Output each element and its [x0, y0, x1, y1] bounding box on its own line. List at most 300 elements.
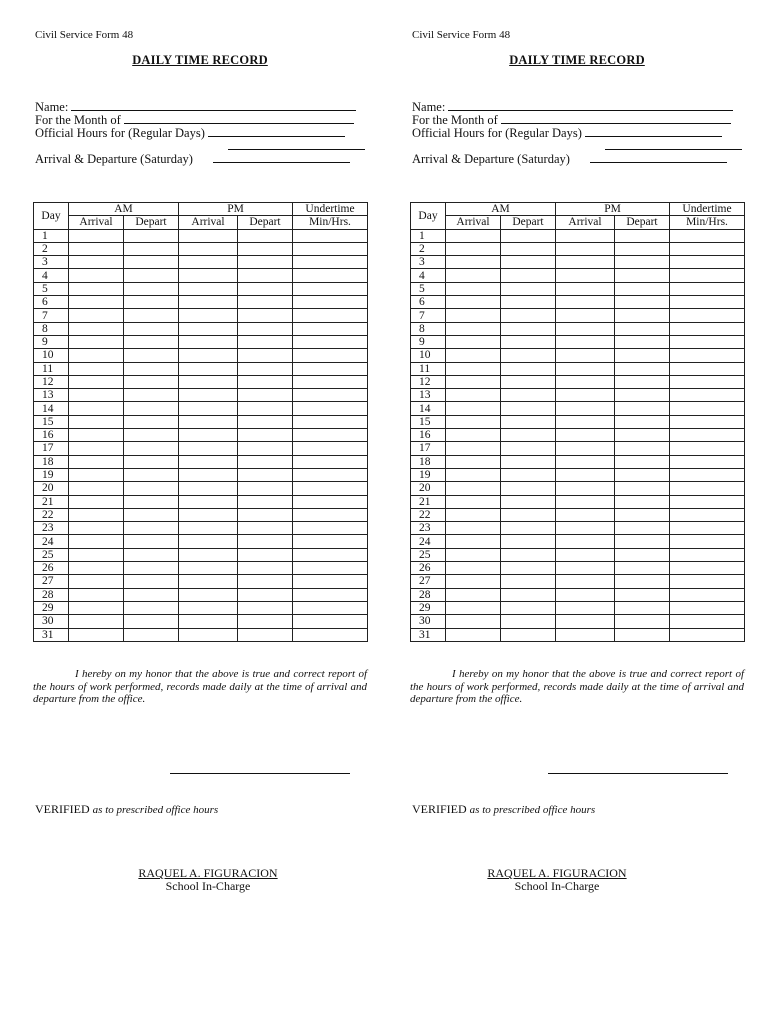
pm-depart-cell[interactable]	[238, 482, 293, 495]
am-depart-cell[interactable]	[501, 309, 556, 322]
undertime-cell[interactable]	[293, 455, 368, 468]
am-depart-cell[interactable]	[124, 442, 179, 455]
pm-depart-cell[interactable]	[615, 482, 670, 495]
pm-arrival-cell[interactable]	[179, 562, 238, 575]
pm-arrival-cell[interactable]	[556, 615, 615, 628]
pm-arrival-cell[interactable]	[556, 335, 615, 348]
am-depart-cell[interactable]	[124, 522, 179, 535]
pm-depart-cell[interactable]	[238, 601, 293, 614]
pm-arrival-cell[interactable]	[556, 455, 615, 468]
undertime-cell[interactable]	[293, 535, 368, 548]
am-arrival-cell[interactable]	[446, 415, 501, 428]
am-arrival-cell[interactable]	[446, 309, 501, 322]
am-depart-cell[interactable]	[124, 362, 179, 375]
pm-arrival-cell[interactable]	[556, 535, 615, 548]
am-arrival-cell[interactable]	[446, 508, 501, 521]
undertime-cell[interactable]	[293, 269, 368, 282]
am-depart-cell[interactable]	[501, 335, 556, 348]
am-arrival-cell[interactable]	[69, 309, 124, 322]
pm-depart-cell[interactable]	[615, 256, 670, 269]
am-arrival-cell[interactable]	[446, 242, 501, 255]
pm-arrival-cell[interactable]	[556, 349, 615, 362]
pm-depart-cell[interactable]	[238, 402, 293, 415]
pm-depart-cell[interactable]	[238, 282, 293, 295]
pm-depart-cell[interactable]	[238, 588, 293, 601]
pm-depart-cell[interactable]	[615, 615, 670, 628]
pm-arrival-cell[interactable]	[179, 415, 238, 428]
pm-depart-cell[interactable]	[238, 242, 293, 255]
pm-arrival-cell[interactable]	[556, 588, 615, 601]
pm-arrival-cell[interactable]	[179, 322, 238, 335]
pm-depart-cell[interactable]	[238, 468, 293, 481]
undertime-cell[interactable]	[293, 229, 368, 242]
pm-depart-cell[interactable]	[238, 429, 293, 442]
pm-arrival-cell[interactable]	[179, 615, 238, 628]
undertime-cell[interactable]	[670, 389, 745, 402]
pm-arrival-cell[interactable]	[179, 256, 238, 269]
pm-arrival-cell[interactable]	[556, 309, 615, 322]
undertime-cell[interactable]	[293, 375, 368, 388]
pm-arrival-cell[interactable]	[556, 442, 615, 455]
am-arrival-cell[interactable]	[69, 296, 124, 309]
undertime-cell[interactable]	[670, 575, 745, 588]
am-depart-cell[interactable]	[124, 282, 179, 295]
am-depart-cell[interactable]	[501, 548, 556, 561]
pm-depart-cell[interactable]	[615, 282, 670, 295]
pm-depart-cell[interactable]	[238, 296, 293, 309]
undertime-cell[interactable]	[293, 562, 368, 575]
am-arrival-cell[interactable]	[69, 548, 124, 561]
pm-depart-cell[interactable]	[238, 562, 293, 575]
pm-arrival-cell[interactable]	[556, 322, 615, 335]
undertime-cell[interactable]	[670, 242, 745, 255]
pm-arrival-cell[interactable]	[556, 562, 615, 575]
pm-depart-cell[interactable]	[615, 229, 670, 242]
pm-depart-cell[interactable]	[238, 375, 293, 388]
am-depart-cell[interactable]	[124, 615, 179, 628]
am-arrival-cell[interactable]	[69, 349, 124, 362]
undertime-cell[interactable]	[293, 508, 368, 521]
am-depart-cell[interactable]	[501, 495, 556, 508]
am-arrival-cell[interactable]	[69, 495, 124, 508]
am-arrival-cell[interactable]	[69, 482, 124, 495]
am-arrival-cell[interactable]	[69, 535, 124, 548]
pm-arrival-cell[interactable]	[556, 548, 615, 561]
pm-depart-cell[interactable]	[615, 375, 670, 388]
pm-arrival-cell[interactable]	[179, 442, 238, 455]
pm-arrival-cell[interactable]	[179, 482, 238, 495]
undertime-cell[interactable]	[670, 548, 745, 561]
pm-depart-cell[interactable]	[238, 335, 293, 348]
pm-arrival-cell[interactable]	[556, 575, 615, 588]
undertime-cell[interactable]	[293, 495, 368, 508]
am-arrival-cell[interactable]	[69, 522, 124, 535]
pm-arrival-cell[interactable]	[179, 229, 238, 242]
pm-depart-cell[interactable]	[615, 455, 670, 468]
am-depart-cell[interactable]	[124, 256, 179, 269]
am-depart-cell[interactable]	[124, 375, 179, 388]
pm-depart-cell[interactable]	[615, 628, 670, 641]
am-depart-cell[interactable]	[124, 415, 179, 428]
am-arrival-cell[interactable]	[69, 508, 124, 521]
pm-depart-cell[interactable]	[615, 588, 670, 601]
am-arrival-cell[interactable]	[446, 628, 501, 641]
undertime-cell[interactable]	[293, 415, 368, 428]
pm-depart-cell[interactable]	[615, 415, 670, 428]
undertime-cell[interactable]	[670, 296, 745, 309]
am-depart-cell[interactable]	[124, 495, 179, 508]
undertime-cell[interactable]	[670, 495, 745, 508]
am-depart-cell[interactable]	[124, 548, 179, 561]
undertime-cell[interactable]	[293, 575, 368, 588]
pm-arrival-cell[interactable]	[179, 362, 238, 375]
undertime-cell[interactable]	[670, 256, 745, 269]
pm-depart-cell[interactable]	[615, 242, 670, 255]
am-depart-cell[interactable]	[124, 562, 179, 575]
pm-arrival-cell[interactable]	[179, 402, 238, 415]
pm-arrival-cell[interactable]	[556, 429, 615, 442]
undertime-cell[interactable]	[670, 335, 745, 348]
pm-depart-cell[interactable]	[615, 389, 670, 402]
pm-depart-cell[interactable]	[615, 349, 670, 362]
undertime-cell[interactable]	[293, 468, 368, 481]
am-arrival-cell[interactable]	[446, 269, 501, 282]
am-arrival-cell[interactable]	[69, 588, 124, 601]
pm-depart-cell[interactable]	[615, 269, 670, 282]
undertime-cell[interactable]	[670, 615, 745, 628]
pm-arrival-cell[interactable]	[179, 508, 238, 521]
pm-arrival-cell[interactable]	[556, 495, 615, 508]
am-depart-cell[interactable]	[501, 535, 556, 548]
undertime-cell[interactable]	[293, 389, 368, 402]
pm-arrival-cell[interactable]	[556, 282, 615, 295]
pm-arrival-cell[interactable]	[556, 256, 615, 269]
am-depart-cell[interactable]	[501, 429, 556, 442]
pm-depart-cell[interactable]	[238, 522, 293, 535]
pm-arrival-cell[interactable]	[179, 468, 238, 481]
undertime-cell[interactable]	[670, 562, 745, 575]
undertime-cell[interactable]	[293, 628, 368, 641]
am-arrival-cell[interactable]	[69, 429, 124, 442]
pm-arrival-cell[interactable]	[179, 375, 238, 388]
pm-arrival-cell[interactable]	[179, 242, 238, 255]
pm-arrival-cell[interactable]	[556, 468, 615, 481]
am-depart-cell[interactable]	[501, 256, 556, 269]
am-arrival-cell[interactable]	[446, 588, 501, 601]
undertime-cell[interactable]	[670, 402, 745, 415]
am-depart-cell[interactable]	[501, 362, 556, 375]
pm-depart-cell[interactable]	[615, 562, 670, 575]
am-arrival-cell[interactable]	[69, 442, 124, 455]
pm-depart-cell[interactable]	[615, 535, 670, 548]
pm-depart-cell[interactable]	[238, 389, 293, 402]
pm-depart-cell[interactable]	[238, 508, 293, 521]
am-depart-cell[interactable]	[501, 601, 556, 614]
am-arrival-cell[interactable]	[446, 429, 501, 442]
pm-arrival-cell[interactable]	[179, 282, 238, 295]
pm-arrival-cell[interactable]	[556, 362, 615, 375]
am-depart-cell[interactable]	[124, 296, 179, 309]
am-arrival-cell[interactable]	[446, 322, 501, 335]
am-arrival-cell[interactable]	[69, 415, 124, 428]
am-depart-cell[interactable]	[124, 309, 179, 322]
am-arrival-cell[interactable]	[69, 562, 124, 575]
am-arrival-cell[interactable]	[69, 402, 124, 415]
am-arrival-cell[interactable]	[446, 575, 501, 588]
am-depart-cell[interactable]	[124, 322, 179, 335]
am-depart-cell[interactable]	[124, 455, 179, 468]
pm-depart-cell[interactable]	[615, 495, 670, 508]
pm-arrival-cell[interactable]	[179, 535, 238, 548]
pm-arrival-cell[interactable]	[556, 375, 615, 388]
pm-depart-cell[interactable]	[238, 309, 293, 322]
am-arrival-cell[interactable]	[446, 468, 501, 481]
am-depart-cell[interactable]	[124, 242, 179, 255]
am-depart-cell[interactable]	[501, 482, 556, 495]
am-arrival-cell[interactable]	[69, 455, 124, 468]
am-depart-cell[interactable]	[501, 575, 556, 588]
pm-depart-cell[interactable]	[238, 362, 293, 375]
am-depart-cell[interactable]	[501, 508, 556, 521]
undertime-cell[interactable]	[670, 375, 745, 388]
am-depart-cell[interactable]	[124, 429, 179, 442]
pm-depart-cell[interactable]	[238, 256, 293, 269]
am-arrival-cell[interactable]	[446, 535, 501, 548]
am-depart-cell[interactable]	[501, 402, 556, 415]
am-depart-cell[interactable]	[501, 615, 556, 628]
pm-arrival-cell[interactable]	[179, 269, 238, 282]
pm-arrival-cell[interactable]	[179, 389, 238, 402]
undertime-cell[interactable]	[293, 548, 368, 561]
pm-arrival-cell[interactable]	[179, 429, 238, 442]
am-arrival-cell[interactable]	[69, 282, 124, 295]
am-arrival-cell[interactable]	[446, 442, 501, 455]
undertime-cell[interactable]	[670, 588, 745, 601]
pm-arrival-cell[interactable]	[556, 389, 615, 402]
pm-depart-cell[interactable]	[238, 229, 293, 242]
pm-arrival-cell[interactable]	[179, 335, 238, 348]
am-depart-cell[interactable]	[501, 229, 556, 242]
undertime-cell[interactable]	[670, 482, 745, 495]
pm-depart-cell[interactable]	[615, 442, 670, 455]
am-depart-cell[interactable]	[124, 349, 179, 362]
am-depart-cell[interactable]	[124, 575, 179, 588]
am-depart-cell[interactable]	[124, 482, 179, 495]
pm-arrival-cell[interactable]	[179, 548, 238, 561]
pm-arrival-cell[interactable]	[556, 522, 615, 535]
am-arrival-cell[interactable]	[446, 522, 501, 535]
pm-depart-cell[interactable]	[615, 601, 670, 614]
am-depart-cell[interactable]	[124, 588, 179, 601]
pm-depart-cell[interactable]	[615, 335, 670, 348]
undertime-cell[interactable]	[293, 588, 368, 601]
pm-depart-cell[interactable]	[615, 548, 670, 561]
pm-depart-cell[interactable]	[238, 628, 293, 641]
am-arrival-cell[interactable]	[69, 242, 124, 255]
am-arrival-cell[interactable]	[446, 389, 501, 402]
am-depart-cell[interactable]	[501, 442, 556, 455]
am-depart-cell[interactable]	[501, 628, 556, 641]
undertime-cell[interactable]	[670, 522, 745, 535]
am-depart-cell[interactable]	[501, 269, 556, 282]
pm-arrival-cell[interactable]	[179, 455, 238, 468]
pm-depart-cell[interactable]	[615, 402, 670, 415]
undertime-cell[interactable]	[293, 322, 368, 335]
pm-arrival-cell[interactable]	[179, 601, 238, 614]
am-depart-cell[interactable]	[501, 455, 556, 468]
pm-depart-cell[interactable]	[615, 575, 670, 588]
pm-arrival-cell[interactable]	[556, 269, 615, 282]
am-arrival-cell[interactable]	[69, 229, 124, 242]
am-depart-cell[interactable]	[124, 402, 179, 415]
undertime-cell[interactable]	[293, 429, 368, 442]
am-arrival-cell[interactable]	[69, 269, 124, 282]
undertime-cell[interactable]	[293, 601, 368, 614]
am-arrival-cell[interactable]	[69, 575, 124, 588]
am-depart-cell[interactable]	[124, 468, 179, 481]
undertime-cell[interactable]	[293, 362, 368, 375]
undertime-cell[interactable]	[670, 535, 745, 548]
am-depart-cell[interactable]	[501, 282, 556, 295]
undertime-cell[interactable]	[293, 402, 368, 415]
am-arrival-cell[interactable]	[446, 495, 501, 508]
am-depart-cell[interactable]	[501, 296, 556, 309]
am-depart-cell[interactable]	[501, 322, 556, 335]
am-arrival-cell[interactable]	[69, 628, 124, 641]
am-arrival-cell[interactable]	[446, 601, 501, 614]
am-depart-cell[interactable]	[501, 415, 556, 428]
am-arrival-cell[interactable]	[446, 615, 501, 628]
am-depart-cell[interactable]	[501, 522, 556, 535]
pm-arrival-cell[interactable]	[179, 522, 238, 535]
am-arrival-cell[interactable]	[446, 482, 501, 495]
undertime-cell[interactable]	[670, 628, 745, 641]
undertime-cell[interactable]	[670, 429, 745, 442]
undertime-cell[interactable]	[293, 349, 368, 362]
pm-depart-cell[interactable]	[238, 575, 293, 588]
pm-arrival-cell[interactable]	[556, 415, 615, 428]
am-depart-cell[interactable]	[124, 628, 179, 641]
undertime-cell[interactable]	[670, 442, 745, 455]
pm-arrival-cell[interactable]	[556, 601, 615, 614]
am-arrival-cell[interactable]	[446, 562, 501, 575]
undertime-cell[interactable]	[670, 601, 745, 614]
pm-arrival-cell[interactable]	[556, 482, 615, 495]
pm-depart-cell[interactable]	[238, 495, 293, 508]
am-depart-cell[interactable]	[124, 335, 179, 348]
pm-arrival-cell[interactable]	[179, 628, 238, 641]
undertime-cell[interactable]	[293, 335, 368, 348]
pm-arrival-cell[interactable]	[179, 495, 238, 508]
am-arrival-cell[interactable]	[446, 375, 501, 388]
undertime-cell[interactable]	[293, 482, 368, 495]
undertime-cell[interactable]	[670, 229, 745, 242]
am-arrival-cell[interactable]	[446, 335, 501, 348]
am-arrival-cell[interactable]	[446, 349, 501, 362]
pm-depart-cell[interactable]	[615, 322, 670, 335]
undertime-cell[interactable]	[293, 615, 368, 628]
undertime-cell[interactable]	[670, 282, 745, 295]
pm-depart-cell[interactable]	[615, 522, 670, 535]
pm-arrival-cell[interactable]	[556, 508, 615, 521]
pm-depart-cell[interactable]	[238, 415, 293, 428]
undertime-cell[interactable]	[293, 522, 368, 535]
am-arrival-cell[interactable]	[446, 362, 501, 375]
undertime-cell[interactable]	[670, 322, 745, 335]
am-arrival-cell[interactable]	[69, 256, 124, 269]
pm-arrival-cell[interactable]	[556, 229, 615, 242]
pm-depart-cell[interactable]	[238, 535, 293, 548]
pm-depart-cell[interactable]	[238, 322, 293, 335]
am-depart-cell[interactable]	[124, 535, 179, 548]
am-arrival-cell[interactable]	[69, 322, 124, 335]
pm-arrival-cell[interactable]	[179, 309, 238, 322]
am-depart-cell[interactable]	[501, 389, 556, 402]
am-arrival-cell[interactable]	[69, 615, 124, 628]
am-depart-cell[interactable]	[501, 562, 556, 575]
undertime-cell[interactable]	[293, 442, 368, 455]
pm-arrival-cell[interactable]	[179, 575, 238, 588]
am-depart-cell[interactable]	[501, 242, 556, 255]
am-depart-cell[interactable]	[501, 375, 556, 388]
am-depart-cell[interactable]	[124, 601, 179, 614]
am-arrival-cell[interactable]	[69, 468, 124, 481]
pm-depart-cell[interactable]	[615, 508, 670, 521]
pm-arrival-cell[interactable]	[556, 242, 615, 255]
am-arrival-cell[interactable]	[446, 296, 501, 309]
am-arrival-cell[interactable]	[446, 282, 501, 295]
pm-depart-cell[interactable]	[238, 269, 293, 282]
pm-arrival-cell[interactable]	[179, 296, 238, 309]
pm-depart-cell[interactable]	[238, 548, 293, 561]
undertime-cell[interactable]	[293, 256, 368, 269]
am-arrival-cell[interactable]	[446, 455, 501, 468]
am-depart-cell[interactable]	[501, 349, 556, 362]
pm-depart-cell[interactable]	[615, 429, 670, 442]
undertime-cell[interactable]	[670, 468, 745, 481]
undertime-cell[interactable]	[670, 309, 745, 322]
pm-depart-cell[interactable]	[615, 309, 670, 322]
undertime-cell[interactable]	[293, 309, 368, 322]
am-depart-cell[interactable]	[124, 389, 179, 402]
am-depart-cell[interactable]	[124, 508, 179, 521]
undertime-cell[interactable]	[670, 415, 745, 428]
am-arrival-cell[interactable]	[69, 362, 124, 375]
undertime-cell[interactable]	[293, 282, 368, 295]
pm-depart-cell[interactable]	[238, 349, 293, 362]
am-depart-cell[interactable]	[124, 269, 179, 282]
am-arrival-cell[interactable]	[69, 389, 124, 402]
am-arrival-cell[interactable]	[446, 256, 501, 269]
pm-depart-cell[interactable]	[615, 362, 670, 375]
undertime-cell[interactable]	[670, 455, 745, 468]
undertime-cell[interactable]	[670, 508, 745, 521]
pm-arrival-cell[interactable]	[556, 628, 615, 641]
am-arrival-cell[interactable]	[446, 229, 501, 242]
pm-depart-cell[interactable]	[615, 468, 670, 481]
undertime-cell[interactable]	[670, 269, 745, 282]
am-arrival-cell[interactable]	[69, 335, 124, 348]
pm-arrival-cell[interactable]	[556, 296, 615, 309]
am-arrival-cell[interactable]	[446, 402, 501, 415]
pm-depart-cell[interactable]	[615, 296, 670, 309]
am-arrival-cell[interactable]	[69, 601, 124, 614]
am-depart-cell[interactable]	[124, 229, 179, 242]
am-arrival-cell[interactable]	[446, 548, 501, 561]
pm-depart-cell[interactable]	[238, 615, 293, 628]
am-arrival-cell[interactable]	[69, 375, 124, 388]
am-depart-cell[interactable]	[501, 588, 556, 601]
